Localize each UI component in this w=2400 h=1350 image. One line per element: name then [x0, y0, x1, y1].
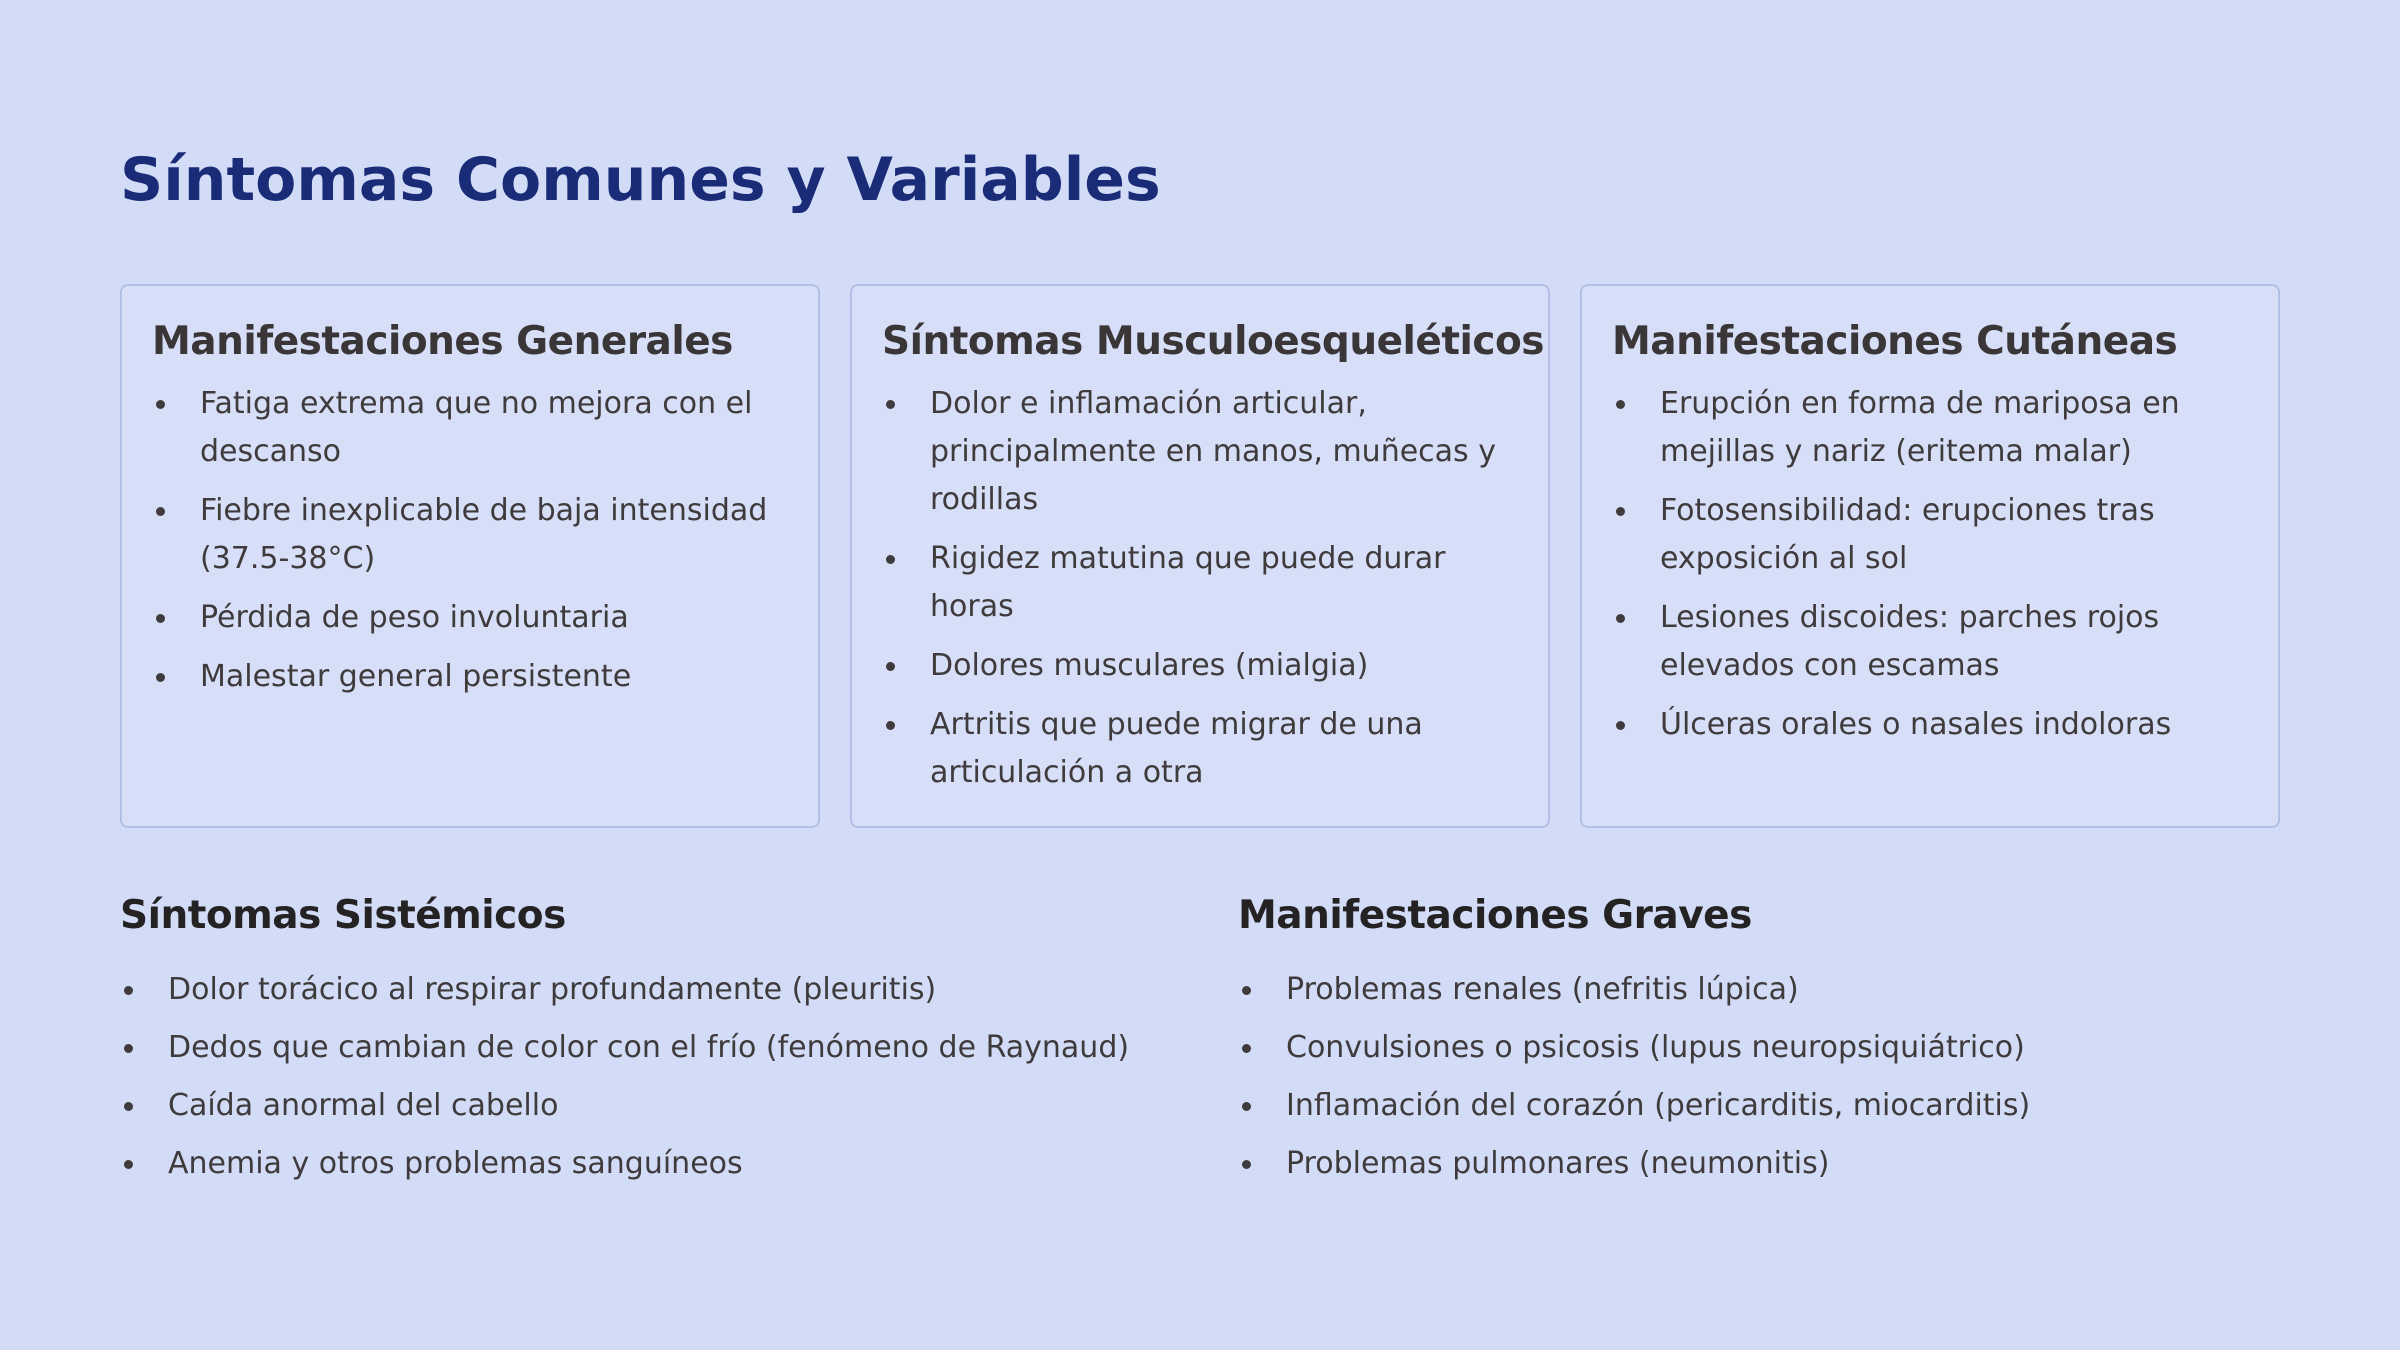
symptom-cards — [120, 284, 2280, 828]
card-general — [120, 284, 820, 828]
list-item: Fiebre inexplicable de baja intensidad (37.5-38°C) — [152, 487, 788, 583]
section-list — [1238, 966, 2378, 1188]
list-item: Dolor e inflamación articular, principalmente en manos, muñecas y rodillas — [882, 380, 1518, 524]
card-list — [882, 380, 1518, 797]
list-item: Anemia y otros problemas sanguíneos — [120, 1140, 1260, 1188]
card-heading: Síntomas Musculoesqueléticos — [882, 319, 1544, 364]
section-severe — [1238, 884, 2378, 1198]
card-list — [152, 380, 788, 701]
list-item: Artritis que puede migrar de una articulación a otra — [882, 701, 1518, 797]
section-systemic — [120, 884, 1260, 1198]
list-item: Problemas renales (nefritis lúpica) — [1238, 966, 2378, 1014]
list-item: Dolor torácico al respirar profundamente (pleuritis) — [120, 966, 1260, 1014]
section-heading: Manifestaciones Graves — [1238, 893, 1752, 938]
list-item: Inflamación del corazón (pericarditis, miocarditis) — [1238, 1082, 2378, 1130]
list-item: Convulsiones o psicosis (lupus neuropsiquiátrico) — [1238, 1024, 2378, 1072]
card-musculoskeletal — [850, 284, 1550, 828]
list-item: Úlceras orales o nasales indoloras — [1612, 701, 2248, 749]
list-item: Caída anormal del cabello — [120, 1082, 1260, 1130]
card-heading: Manifestaciones Generales — [152, 319, 733, 364]
list-item: Malestar general persistente — [152, 653, 788, 701]
list-item: Dedos que cambian de color con el frío (fenómeno de Raynaud) — [120, 1024, 1260, 1072]
page-title: Síntomas Comunes y Variables — [120, 145, 1161, 215]
list-item: Erupción en forma de mariposa en mejillas y nariz (eritema malar) — [1612, 380, 2248, 476]
list-item: Problemas pulmonares (neumonitis) — [1238, 1140, 2378, 1188]
card-list — [1612, 380, 2248, 749]
card-heading: Manifestaciones Cutáneas — [1612, 319, 2178, 364]
list-item: Fatiga extrema que no mejora con el descanso — [152, 380, 788, 476]
section-heading: Síntomas Sistémicos — [120, 893, 566, 938]
list-item: Lesiones discoides: parches rojos elevados con escamas — [1612, 594, 2248, 690]
list-item: Rigidez matutina que puede durar horas — [882, 535, 1518, 631]
list-item: Dolores musculares (mialgia) — [882, 642, 1518, 690]
list-item: Fotosensibilidad: erupciones tras exposición al sol — [1612, 487, 2248, 583]
section-list — [120, 966, 1260, 1188]
card-cutaneous — [1580, 284, 2280, 828]
list-item: Pérdida de peso involuntaria — [152, 594, 788, 642]
